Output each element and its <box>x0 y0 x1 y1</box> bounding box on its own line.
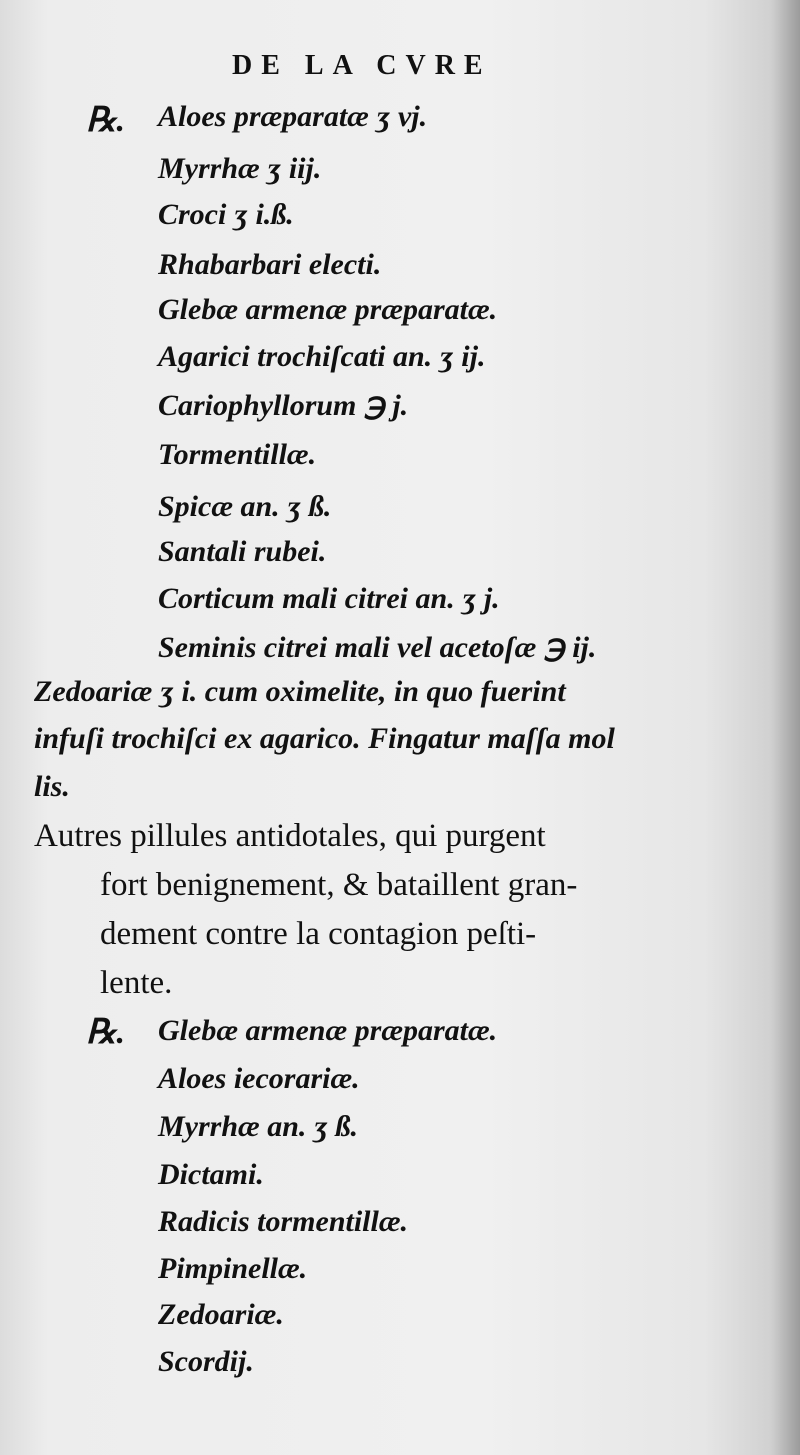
recipe1-line-1: Aloes præparatæ ʒ vj. <box>158 100 428 133</box>
recipe2-line-7: Zedoariæ. <box>158 1298 284 1331</box>
recipe2-line-6: Pimpinellæ. <box>158 1252 308 1285</box>
recipe1-line-9: Spicæ an. ʒ ß. <box>158 490 332 523</box>
recipe1-paragraph-2: infuſi trochiſci ex agarico. Fingatur maſſa mol <box>34 722 615 755</box>
recipe1-line-10: Santali rubei. <box>158 535 327 568</box>
recipe2-line-2: Aloes iecorariæ. <box>158 1062 360 1095</box>
text-line-2: fort benignement, & bataillent gran- <box>100 867 578 903</box>
recipe-symbol-2: ℞. <box>86 1014 125 1051</box>
text-line-4: lente. <box>100 965 173 1001</box>
recipe2-line-8: Scordij. <box>158 1345 254 1378</box>
recipe2-line-5: Radicis tormentillæ. <box>158 1205 409 1238</box>
recipe1-paragraph-3: lis. <box>34 770 70 803</box>
text-line-3: dement contre la contagion peſti- <box>100 916 537 952</box>
recipe2-line-3: Myrrhæ an. ʒ ß. <box>158 1110 359 1143</box>
recipe1-line-3: Croci ʒ i.ß. <box>158 198 294 231</box>
page-gutter-shadow <box>770 0 800 1455</box>
recipe2-line-1: Glebæ armenæ præparatæ. <box>158 1014 498 1047</box>
recipe2-line-4: Dictami. <box>158 1158 264 1191</box>
recipe1-paragraph-1: Zedoariæ ʒ i. cum oximelite, in quo fuerint <box>34 675 566 708</box>
recipe1-line-12: Seminis citrei mali vel acetoſæ ℈ ij. <box>158 631 597 664</box>
recipe1-line-6: Agarici trochiſcati an. ʒ ij. <box>158 340 486 373</box>
running-head: DE LA CVRE <box>232 50 492 81</box>
text-line-1: Autres pillules antidotales, qui purgent <box>34 818 546 854</box>
recipe1-line-2: Myrrhæ ʒ iij. <box>158 152 322 185</box>
recipe1-line-11: Corticum mali citrei an. ʒ j. <box>158 582 500 615</box>
recipe-symbol-1: ℞. <box>86 102 125 139</box>
recipe1-line-8: Tormentillæ. <box>158 438 317 471</box>
recipe1-line-5: Glebæ armenæ præparatæ. <box>158 293 498 326</box>
recipe1-line-4: Rhabarbari electi. <box>158 248 382 281</box>
recipe1-line-7: Cariophyllorum ℈ j. <box>158 389 409 422</box>
